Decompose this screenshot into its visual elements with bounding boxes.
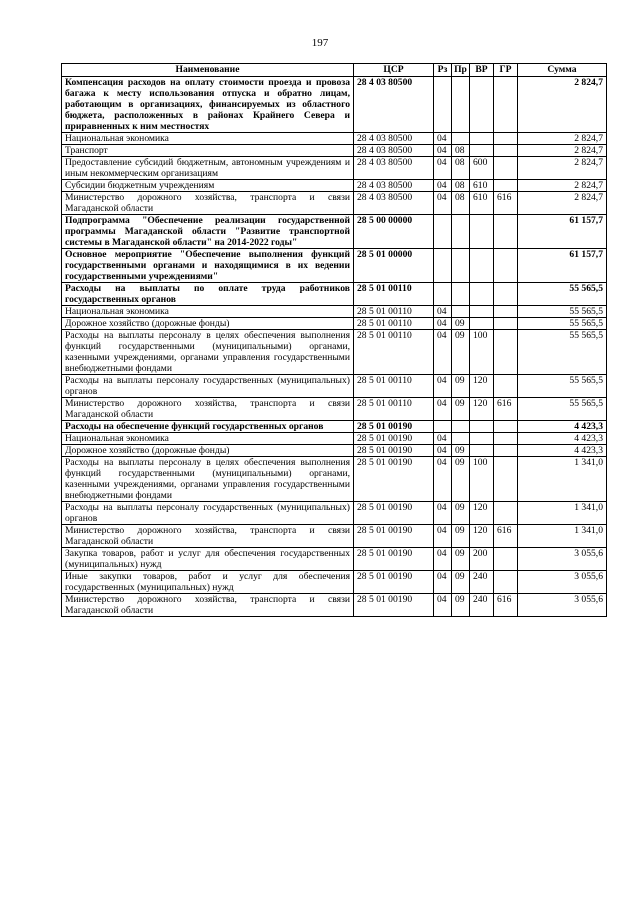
cell-pr: 08 — [452, 192, 470, 215]
cell-gr — [494, 283, 518, 306]
cell-name: Подпрограмма "Обеспечение реализации государственной программы Магаданской области "Развитие транспортной системы в Магаданской области" на 2014-2022 годы" — [62, 215, 354, 249]
cell-sum: 4 423,3 — [518, 421, 607, 433]
cell-rz — [434, 249, 452, 283]
cell-name: Дорожное хозяйство (дорожные фонды) — [62, 445, 354, 457]
cell-name: Компенсация расходов на оплату стоимости проезда и провоза багажа к месту использования отпуска и обратно лицам, работающим в организациях, финансируемых из областного бюджета, расположенных в районах Крайнего Севера и приравненных к ним местностях — [62, 77, 354, 133]
cell-gr — [494, 215, 518, 249]
cell-gr — [494, 249, 518, 283]
cell-rz: 04 — [434, 145, 452, 157]
cell-rz: 04 — [434, 525, 452, 548]
cell-code: 28 5 01 00190 — [354, 502, 434, 525]
cell-vr — [470, 215, 494, 249]
cell-code: 28 4 03 80500 — [354, 180, 434, 192]
cell-vr — [470, 133, 494, 145]
cell-gr: 616 — [494, 525, 518, 548]
cell-code: 28 5 01 00190 — [354, 445, 434, 457]
cell-name: Основное мероприятие "Обеспечение выполнения функций государственными органами и находящимися в их ведении государственными учреждениями" — [62, 249, 354, 283]
cell-pr: 09 — [452, 548, 470, 571]
cell-rz: 04 — [434, 457, 452, 502]
cell-name: Закупка товаров, работ и услуг для обеспечения государственных (муниципальных) нужд — [62, 548, 354, 571]
cell-pr — [452, 306, 470, 318]
column-header-gr: ГР — [494, 64, 518, 77]
table-row — [62, 306, 607, 318]
cell-sum: 1 341,0 — [518, 502, 607, 525]
cell-code: 28 5 00 00000 — [354, 215, 434, 249]
cell-gr — [494, 548, 518, 571]
cell-vr: 200 — [470, 548, 494, 571]
cell-pr: 08 — [452, 180, 470, 192]
cell-gr — [494, 157, 518, 180]
cell-code: 28 5 01 00110 — [354, 306, 434, 318]
cell-vr: 240 — [470, 594, 494, 617]
page-number: 197 — [311, 37, 329, 49]
cell-name: Дорожное хозяйство (дорожные фонды) — [62, 318, 354, 330]
cell-code: 28 4 03 80500 — [354, 145, 434, 157]
cell-gr — [494, 180, 518, 192]
table-row — [62, 133, 607, 145]
cell-sum: 1 341,0 — [518, 525, 607, 548]
cell-vr: 610 — [470, 192, 494, 215]
cell-gr — [494, 306, 518, 318]
cell-code: 28 5 01 00190 — [354, 525, 434, 548]
cell-sum: 4 423,3 — [518, 433, 607, 445]
cell-sum: 4 423,3 — [518, 445, 607, 457]
cell-vr — [470, 318, 494, 330]
cell-rz: 04 — [434, 571, 452, 594]
column-header-sum: Сумма — [518, 64, 607, 77]
cell-sum: 61 157,7 — [518, 215, 607, 249]
cell-sum: 3 055,6 — [518, 548, 607, 571]
cell-gr: 616 — [494, 192, 518, 215]
cell-pr — [452, 133, 470, 145]
cell-gr: 616 — [494, 398, 518, 421]
cell-code: 28 5 01 00190 — [354, 421, 434, 433]
cell-name: Расходы на выплаты персоналу государственных (муниципальных) органов — [62, 502, 354, 525]
cell-name: Расходы на выплаты персоналу в целях обеспечения выполнения функций государственными (муниципальными) органами, казенными учреждениями, органами управления государственными внебюджетными фондами — [62, 330, 354, 375]
cell-code: 28 4 03 80500 — [354, 157, 434, 180]
cell-code: 28 4 03 80500 — [354, 77, 434, 133]
cell-gr — [494, 330, 518, 375]
cell-gr — [494, 375, 518, 398]
table-row — [62, 283, 607, 306]
cell-name: Министерство дорожного хозяйства, транспорта и связи Магаданской области — [62, 525, 354, 548]
cell-gr — [494, 133, 518, 145]
table-row — [62, 145, 607, 157]
cell-sum: 61 157,7 — [518, 249, 607, 283]
cell-code: 28 5 01 00110 — [354, 330, 434, 375]
column-header-vr: ВР — [470, 64, 494, 77]
cell-pr — [452, 249, 470, 283]
table-row — [62, 330, 607, 375]
cell-rz: 04 — [434, 192, 452, 215]
cell-name: Министерство дорожного хозяйства, транспорта и связи Магаданской области — [62, 398, 354, 421]
cell-sum: 55 565,5 — [518, 318, 607, 330]
cell-pr — [452, 77, 470, 133]
cell-vr: 120 — [470, 398, 494, 421]
cell-sum: 2 824,7 — [518, 145, 607, 157]
cell-vr: 610 — [470, 180, 494, 192]
cell-sum: 2 824,7 — [518, 180, 607, 192]
table-row — [62, 457, 607, 502]
cell-name: Национальная экономика — [62, 306, 354, 318]
cell-pr: 08 — [452, 145, 470, 157]
cell-pr — [452, 215, 470, 249]
cell-name: Расходы на выплаты персоналу государственных (муниципальных) органов — [62, 375, 354, 398]
cell-pr — [452, 421, 470, 433]
cell-pr: 09 — [452, 525, 470, 548]
cell-vr — [470, 433, 494, 445]
cell-pr — [452, 433, 470, 445]
cell-rz — [434, 421, 452, 433]
cell-code: 28 5 01 00190 — [354, 433, 434, 445]
cell-gr — [494, 433, 518, 445]
cell-rz: 04 — [434, 398, 452, 421]
cell-pr: 09 — [452, 398, 470, 421]
cell-code: 28 5 01 00190 — [354, 571, 434, 594]
cell-name: Расходы на обеспечение функций государственных органов — [62, 421, 354, 433]
cell-code: 28 4 03 80500 — [354, 133, 434, 145]
cell-vr: 100 — [470, 330, 494, 375]
table-row — [62, 249, 607, 283]
cell-rz: 04 — [434, 548, 452, 571]
table-row — [62, 421, 607, 433]
column-header-pr: Пр — [452, 64, 470, 77]
table-row — [62, 157, 607, 180]
cell-code: 28 5 01 00110 — [354, 398, 434, 421]
cell-gr — [494, 457, 518, 502]
cell-gr — [494, 421, 518, 433]
table-row — [62, 77, 607, 133]
table-row — [62, 445, 607, 457]
cell-pr: 09 — [452, 318, 470, 330]
cell-vr: 100 — [470, 457, 494, 502]
cell-name: Предоставление субсидий бюджетным, автономным учреждениям и иным некоммерческим организациям — [62, 157, 354, 180]
cell-pr: 09 — [452, 502, 470, 525]
table-row — [62, 525, 607, 548]
table-row — [62, 318, 607, 330]
cell-name: Министерство дорожного хозяйства, транспорта и связи Магаданской области — [62, 192, 354, 215]
table-row — [62, 192, 607, 215]
table-row — [62, 571, 607, 594]
cell-sum: 55 565,5 — [518, 306, 607, 318]
cell-sum: 55 565,5 — [518, 330, 607, 375]
cell-pr — [452, 283, 470, 306]
cell-sum: 3 055,6 — [518, 571, 607, 594]
cell-gr — [494, 445, 518, 457]
cell-vr: 120 — [470, 375, 494, 398]
cell-rz: 04 — [434, 445, 452, 457]
cell-gr — [494, 77, 518, 133]
cell-code: 28 5 01 00190 — [354, 594, 434, 617]
cell-name: Национальная экономика — [62, 433, 354, 445]
cell-name: Транспорт — [62, 145, 354, 157]
cell-rz: 04 — [434, 594, 452, 617]
cell-gr — [494, 502, 518, 525]
cell-code: 28 5 01 00000 — [354, 249, 434, 283]
column-header-name: Наименование — [62, 64, 354, 77]
table-row — [62, 398, 607, 421]
cell-code: 28 5 01 00110 — [354, 318, 434, 330]
table-row — [62, 433, 607, 445]
cell-rz — [434, 77, 452, 133]
cell-code: 28 5 01 00110 — [354, 375, 434, 398]
table-row — [62, 548, 607, 571]
cell-name: Расходы на выплаты по оплате труда работников государственных органов — [62, 283, 354, 306]
table-row — [62, 215, 607, 249]
cell-code: 28 5 01 00110 — [354, 283, 434, 306]
cell-vr — [470, 306, 494, 318]
cell-rz: 04 — [434, 502, 452, 525]
cell-sum: 3 055,6 — [518, 594, 607, 617]
cell-pr: 09 — [452, 445, 470, 457]
cell-pr: 09 — [452, 375, 470, 398]
cell-gr: 616 — [494, 594, 518, 617]
cell-vr: 240 — [470, 571, 494, 594]
cell-name: Субсидии бюджетным учреждениям — [62, 180, 354, 192]
cell-pr: 08 — [452, 157, 470, 180]
cell-rz: 04 — [434, 180, 452, 192]
cell-rz: 04 — [434, 157, 452, 180]
table-row — [62, 180, 607, 192]
cell-code: 28 5 01 00190 — [354, 457, 434, 502]
cell-gr — [494, 318, 518, 330]
cell-name: Расходы на выплаты персоналу в целях обеспечения выполнения функций государственными (муниципальными) органами, казенными учреждениями, органами управления государственными внебюджетными фондами — [62, 457, 354, 502]
cell-sum: 2 824,7 — [518, 133, 607, 145]
cell-sum: 2 824,7 — [518, 192, 607, 215]
column-header-csr: ЦСР — [354, 64, 434, 77]
cell-vr: 120 — [470, 502, 494, 525]
table-row — [62, 594, 607, 617]
cell-code: 28 4 03 80500 — [354, 192, 434, 215]
column-header-rz: Рз — [434, 64, 452, 77]
cell-vr — [470, 445, 494, 457]
cell-pr: 09 — [452, 457, 470, 502]
cell-code: 28 5 01 00190 — [354, 548, 434, 571]
cell-rz: 04 — [434, 318, 452, 330]
cell-sum: 55 565,5 — [518, 398, 607, 421]
cell-rz — [434, 215, 452, 249]
cell-pr: 09 — [452, 594, 470, 617]
cell-pr: 09 — [452, 571, 470, 594]
cell-rz — [434, 283, 452, 306]
cell-rz: 04 — [434, 330, 452, 375]
cell-rz: 04 — [434, 306, 452, 318]
cell-pr: 09 — [452, 330, 470, 375]
cell-vr — [470, 145, 494, 157]
table-header-row — [62, 64, 607, 77]
cell-sum: 2 824,7 — [518, 77, 607, 133]
cell-name: Иные закупки товаров, работ и услуг для обеспечения государственных (муниципальных) нужд — [62, 571, 354, 594]
budget-table — [61, 63, 607, 617]
cell-sum: 1 341,0 — [518, 457, 607, 502]
cell-name: Министерство дорожного хозяйства, транспорта и связи Магаданской области — [62, 594, 354, 617]
cell-gr — [494, 571, 518, 594]
table-row — [62, 375, 607, 398]
cell-rz: 04 — [434, 375, 452, 398]
cell-rz: 04 — [434, 133, 452, 145]
cell-vr — [470, 249, 494, 283]
cell-vr — [470, 283, 494, 306]
cell-name: Национальная экономика — [62, 133, 354, 145]
cell-vr — [470, 421, 494, 433]
cell-gr — [494, 145, 518, 157]
table-row — [62, 502, 607, 525]
cell-vr — [470, 77, 494, 133]
cell-vr: 600 — [470, 157, 494, 180]
cell-sum: 55 565,5 — [518, 375, 607, 398]
cell-sum: 2 824,7 — [518, 157, 607, 180]
cell-sum: 55 565,5 — [518, 283, 607, 306]
cell-vr: 120 — [470, 525, 494, 548]
cell-rz: 04 — [434, 433, 452, 445]
